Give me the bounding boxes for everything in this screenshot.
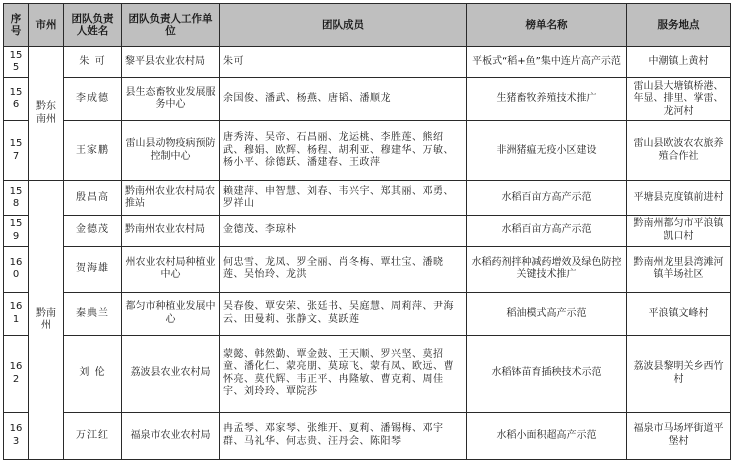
row-leader: 秦典兰 — [64, 292, 122, 335]
table-row — [4, 246, 731, 292]
city-cell: 黔南州 — [29, 181, 64, 460]
row-unit: 都匀市种植业发展中心 — [122, 292, 220, 335]
header-members: 团队成员 — [220, 4, 467, 47]
row-index: 163 — [4, 412, 29, 459]
row-unit: 黎平县农业农村局 — [122, 47, 220, 78]
row-list-name: 非洲猪瘟无疫小区建设 — [467, 121, 627, 181]
row-members: 何忠雪、龙凤、罗全丽、肖冬梅、覃壮宝、潘晓莲、吴怡玲、龙洪 — [220, 246, 467, 292]
table-row — [4, 181, 731, 215]
header-unit: 团队负责人工作单位 — [122, 4, 220, 47]
header-location: 服务地点 — [627, 4, 731, 47]
row-leader: 李成德 — [64, 78, 122, 121]
row-members: 赖建萍、申智慧、刘春、韦兴宇、郑其丽、邓勇、罗祥山 — [220, 181, 467, 215]
header-list-name: 榜单名称 — [467, 4, 627, 47]
row-index: 161 — [4, 292, 29, 335]
table-row — [4, 215, 731, 246]
row-leader: 殷昌高 — [64, 181, 122, 215]
row-location: 平浪镇文峰村 — [627, 292, 731, 335]
row-unit: 州农业农村局种植业中心 — [122, 246, 220, 292]
row-members: 唐秀涛、吴帝、石昌丽、龙运桃、李胜莲、熊绍武、穆娟、欧辉、杨程、胡利亚、穆建华、万敏、杨小平、徐德跃、潘建春、王政萍 — [220, 121, 467, 181]
team-table — [3, 3, 731, 460]
row-list-name: 生猪畜牧养殖技术推广 — [467, 78, 627, 121]
row-unit: 荔波县农业农村局 — [122, 335, 220, 412]
row-index: 159 — [4, 215, 29, 246]
table-row — [4, 121, 731, 181]
row-members: 吴春俊、覃安荣、张廷书、吴庭慧、周莉萍、尹海云、田曼莉、张静文、莫跃莲 — [220, 292, 467, 335]
row-list-name: 稻油模式高产示范 — [467, 292, 627, 335]
row-index: 157 — [4, 121, 29, 181]
table-row — [4, 78, 731, 121]
row-location: 黔南州都匀市平浪镇凯口村 — [627, 215, 731, 246]
row-location: 平塘县克度镇前进村 — [627, 181, 731, 215]
row-members: 金德茂、李琼朴 — [220, 215, 467, 246]
row-location: 福泉市马场坪街道平堡村 — [627, 412, 731, 459]
header-row — [4, 4, 731, 47]
row-location: 黔南州龙里县湾滩河镇羊场社区 — [627, 246, 731, 292]
row-leader: 朱 可 — [64, 47, 122, 78]
row-index: 156 — [4, 78, 29, 121]
row-location: 中潮镇上黄村 — [627, 47, 731, 78]
row-members: 朱可 — [220, 47, 467, 78]
row-leader: 王家鹏 — [64, 121, 122, 181]
table-row — [4, 292, 731, 335]
row-leader: 金德茂 — [64, 215, 122, 246]
row-list-name: 水稻药剂拌种减药增效及绿色防控关键技术推广 — [467, 246, 627, 292]
row-index: 160 — [4, 246, 29, 292]
row-members: 冉孟琴、邓家琴、张维开、夏莉、潘锡梅、邓宇群、马礼华、何志贵、汪丹会、陈阳琴 — [220, 412, 467, 459]
row-location: 雷山县欧波农农旅养殖合作社 — [627, 121, 731, 181]
row-index: 162 — [4, 335, 29, 412]
row-list-name: 水稻百亩方高产示范 — [467, 215, 627, 246]
row-unit: 黔南州农业农村局 — [122, 215, 220, 246]
row-members: 余国俊、潘武、杨燕、唐韬、潘顺龙 — [220, 78, 467, 121]
row-index: 155 — [4, 47, 29, 78]
row-location: 雷山县大塘镇桥港、年显、排里、掌雷、龙河村 — [627, 78, 731, 121]
row-unit: 雷山县动物疫病预防控制中心 — [122, 121, 220, 181]
row-unit: 县生态畜牧业发展服务中心 — [122, 78, 220, 121]
table-row — [4, 412, 731, 459]
row-members: 蒙懿、韩然勤、覃金鼓、王天顺、罗兴坚、莫招童、潘化仁、蒙亮朋、莫琼飞、蒙有凤、欧远、曹怀亮、莫代辉、韦正平、冉隆敏、曹克莉、周佳宇、刘玲玲、覃院莎 — [220, 335, 467, 412]
city-cell: 黔东南州 — [29, 47, 64, 181]
row-leader: 万江红 — [64, 412, 122, 459]
row-leader: 刘 伦 — [64, 335, 122, 412]
row-list-name: 水稻百亩方高产示范 — [467, 181, 627, 215]
row-unit: 福泉市农业农村局 — [122, 412, 220, 459]
row-location: 荔波县黎明关乡西竹村 — [627, 335, 731, 412]
table-row — [4, 335, 731, 412]
table-row — [4, 47, 731, 78]
row-list-name: 平板式“稻+鱼”集中连片高产示范 — [467, 47, 627, 78]
row-leader: 贺海雄 — [64, 246, 122, 292]
row-list-name: 水稻钵苗育插秧技术示范 — [467, 335, 627, 412]
row-list-name: 水稻小面积超高产示范 — [467, 412, 627, 459]
header-index: 序号 — [4, 4, 29, 47]
header-city: 市州 — [29, 4, 64, 47]
header-leader: 团队负责人姓名 — [64, 4, 122, 47]
row-index: 158 — [4, 181, 29, 215]
row-unit: 黔南州农业农村局农推站 — [122, 181, 220, 215]
